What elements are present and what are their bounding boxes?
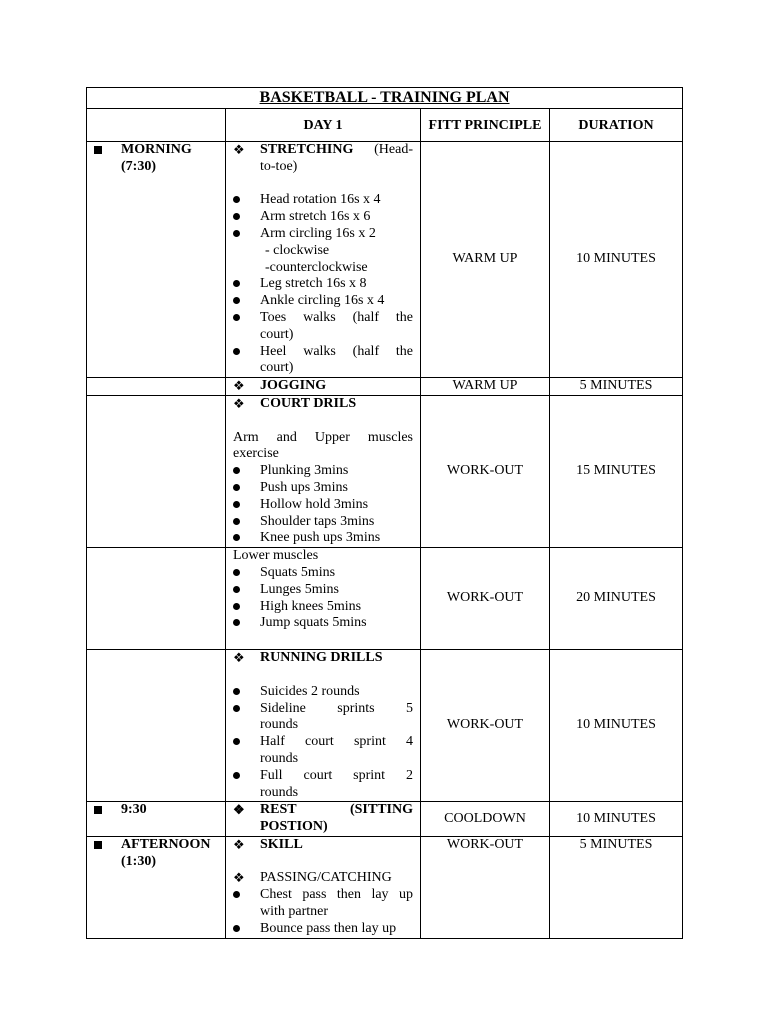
header-row bbox=[87, 109, 683, 142]
four-diamond-icon: ❖ bbox=[233, 395, 245, 411]
four-diamond-icon: ❖ bbox=[233, 142, 245, 157]
list-item: Suicides 2 rounds bbox=[260, 683, 360, 699]
session-label: 9:30 bbox=[121, 802, 147, 818]
list-item-cont: court) bbox=[260, 360, 294, 376]
training-plan-table bbox=[86, 87, 683, 939]
black-dot-icon bbox=[233, 501, 240, 508]
session-label: MORNING bbox=[121, 142, 192, 157]
duration-cell: 10 MINUTES bbox=[550, 802, 683, 837]
table-row bbox=[87, 836, 683, 938]
session-cell bbox=[87, 650, 226, 802]
duration-cell: 5 MINUTES bbox=[550, 836, 683, 938]
list-item: Full court sprint 2 bbox=[260, 767, 413, 783]
session-cell bbox=[87, 142, 226, 378]
list-item: Knee push ups 3mins bbox=[260, 530, 381, 546]
black-dot-icon bbox=[233, 230, 240, 237]
exercise-cell bbox=[226, 836, 421, 938]
list-item: Heel walks (half the bbox=[260, 343, 413, 359]
exercise-cell bbox=[226, 378, 421, 396]
four-diamond-icon: ❖ bbox=[233, 378, 245, 394]
list-item-cont: rounds bbox=[260, 750, 299, 766]
black-dot-icon bbox=[233, 280, 240, 287]
list-item: Jump squats 5mins bbox=[260, 615, 367, 631]
black-dot-icon bbox=[233, 569, 240, 576]
black-dot-icon bbox=[233, 348, 240, 355]
list-item: Arm stretch 16s x 6 bbox=[260, 209, 371, 225]
exercise-cell bbox=[226, 395, 421, 547]
list-item: Toes walks (half the bbox=[260, 309, 413, 325]
exercise-title-cont: to-toe) bbox=[260, 158, 298, 174]
list-item: Chest pass then lay up bbox=[260, 887, 413, 903]
black-dot-icon bbox=[233, 518, 240, 525]
list-item: Lunges 5mins bbox=[260, 581, 339, 597]
list-item: Ankle circling 16s x 4 bbox=[260, 293, 385, 309]
list-item: Sideline sprints 5 bbox=[260, 700, 413, 716]
exercise-title: RUNNING DRILLS bbox=[260, 650, 383, 666]
exercise-cell bbox=[226, 650, 421, 802]
black-dot-icon bbox=[233, 586, 240, 593]
duration-cell: 10 MINUTES bbox=[550, 650, 683, 802]
exercise-title: REST (SITTING bbox=[260, 802, 413, 818]
duration-cell: 20 MINUTES bbox=[550, 548, 683, 650]
list-item: Hollow hold 3mins bbox=[260, 496, 369, 512]
fitt-cell: WORK-OUT bbox=[421, 836, 550, 938]
list-item-cont: rounds bbox=[260, 784, 299, 800]
fitt-cell: WORK-OUT bbox=[421, 548, 550, 650]
session-label: AFTERNOON bbox=[121, 836, 211, 852]
list-item: Plunking 3mins bbox=[260, 463, 349, 479]
header-day: DAY 1 bbox=[226, 109, 421, 142]
black-dot-icon bbox=[233, 925, 240, 932]
list-item: Head rotation 16s x 4 bbox=[260, 192, 381, 208]
four-diamond-icon: ❖ bbox=[233, 836, 245, 852]
four-diamond-icon: ❖ bbox=[233, 870, 245, 886]
exercise-cell bbox=[226, 802, 421, 837]
black-dot-icon bbox=[233, 738, 240, 745]
black-square-icon bbox=[94, 841, 102, 849]
list-item-cont: with partner bbox=[260, 904, 329, 920]
session-time: (7:30) bbox=[121, 158, 156, 174]
table-row bbox=[87, 548, 683, 650]
black-dot-icon bbox=[233, 891, 240, 898]
header-session-cell bbox=[87, 109, 226, 142]
list-item: Arm circling 16s x 2 bbox=[260, 225, 376, 241]
session-cell bbox=[87, 395, 226, 547]
four-diamond-icon: ❖ bbox=[233, 802, 245, 818]
black-dot-icon bbox=[233, 314, 240, 321]
session-time: (1:30) bbox=[121, 853, 156, 869]
black-dot-icon bbox=[233, 705, 240, 712]
list-item: Bounce pass then lay up bbox=[260, 920, 397, 936]
black-dot-icon bbox=[233, 196, 240, 203]
table-row bbox=[87, 395, 683, 547]
list-item: Shoulder taps 3mins bbox=[260, 513, 375, 529]
fitt-cell: COOLDOWN bbox=[421, 802, 550, 837]
table-row bbox=[87, 378, 683, 396]
duration-cell: 10 MINUTES bbox=[550, 142, 683, 378]
list-item: High knees 5mins bbox=[260, 598, 362, 614]
black-dot-icon bbox=[233, 619, 240, 626]
black-dot-icon bbox=[233, 688, 240, 695]
exercise-title: STRETCHING bbox=[260, 142, 354, 157]
black-dot-icon bbox=[233, 213, 240, 220]
intro-text: Lower muscles bbox=[233, 548, 319, 564]
exercise-title: COURT DRILS bbox=[260, 395, 357, 411]
session-cell bbox=[87, 548, 226, 650]
list-item: - clockwise bbox=[265, 242, 330, 258]
duration-cell: 5 MINUTES bbox=[550, 378, 683, 396]
session-cell bbox=[87, 802, 226, 837]
exercise-cell bbox=[226, 548, 421, 650]
intro-text-cont: exercise bbox=[233, 446, 279, 462]
fitt-cell: WORK-OUT bbox=[421, 395, 550, 547]
list-item: Half court sprint 4 bbox=[260, 734, 413, 750]
table-row bbox=[87, 650, 683, 802]
black-square-icon bbox=[94, 806, 102, 814]
intro-text: Arm and Upper muscles bbox=[233, 429, 413, 445]
exercise-title: JOGGING bbox=[260, 378, 327, 394]
black-dot-icon bbox=[233, 534, 240, 541]
fitt-cell: WARM UP bbox=[421, 142, 550, 378]
black-square-icon bbox=[94, 146, 102, 154]
list-item: Squats 5mins bbox=[260, 564, 336, 580]
black-dot-icon bbox=[233, 772, 240, 779]
table-row bbox=[87, 142, 683, 378]
fitt-cell: WORK-OUT bbox=[421, 650, 550, 802]
black-dot-icon bbox=[233, 297, 240, 304]
duration-cell: 15 MINUTES bbox=[550, 395, 683, 547]
list-item-cont: rounds bbox=[260, 717, 299, 733]
black-dot-icon bbox=[233, 603, 240, 610]
session-cell bbox=[87, 836, 226, 938]
exercise-title: SKILL bbox=[260, 836, 303, 852]
list-item: -counterclockwise bbox=[265, 259, 368, 275]
list-item-cont: court) bbox=[260, 326, 294, 342]
four-diamond-icon: ❖ bbox=[233, 650, 245, 666]
table-row bbox=[87, 802, 683, 837]
black-dot-icon bbox=[233, 467, 240, 474]
list-item: Push ups 3mins bbox=[260, 479, 348, 495]
list-item: Leg stretch 16s x 8 bbox=[260, 276, 367, 292]
header-fitt: FITT PRINCIPLE bbox=[421, 109, 550, 142]
exercise-title-extra: (Head- bbox=[353, 142, 413, 157]
black-dot-icon bbox=[233, 484, 240, 491]
fitt-cell: WARM UP bbox=[421, 378, 550, 396]
plan-title: BASKETBALL - TRAINING PLAN bbox=[87, 88, 683, 109]
exercise-cell bbox=[226, 142, 421, 378]
session-cell bbox=[87, 378, 226, 396]
title-row bbox=[87, 88, 683, 109]
exercise-title-cont: POSTION) bbox=[260, 819, 328, 835]
exercise-subtitle: PASSING/CATCHING bbox=[260, 870, 392, 886]
header-duration: DURATION bbox=[550, 109, 683, 142]
